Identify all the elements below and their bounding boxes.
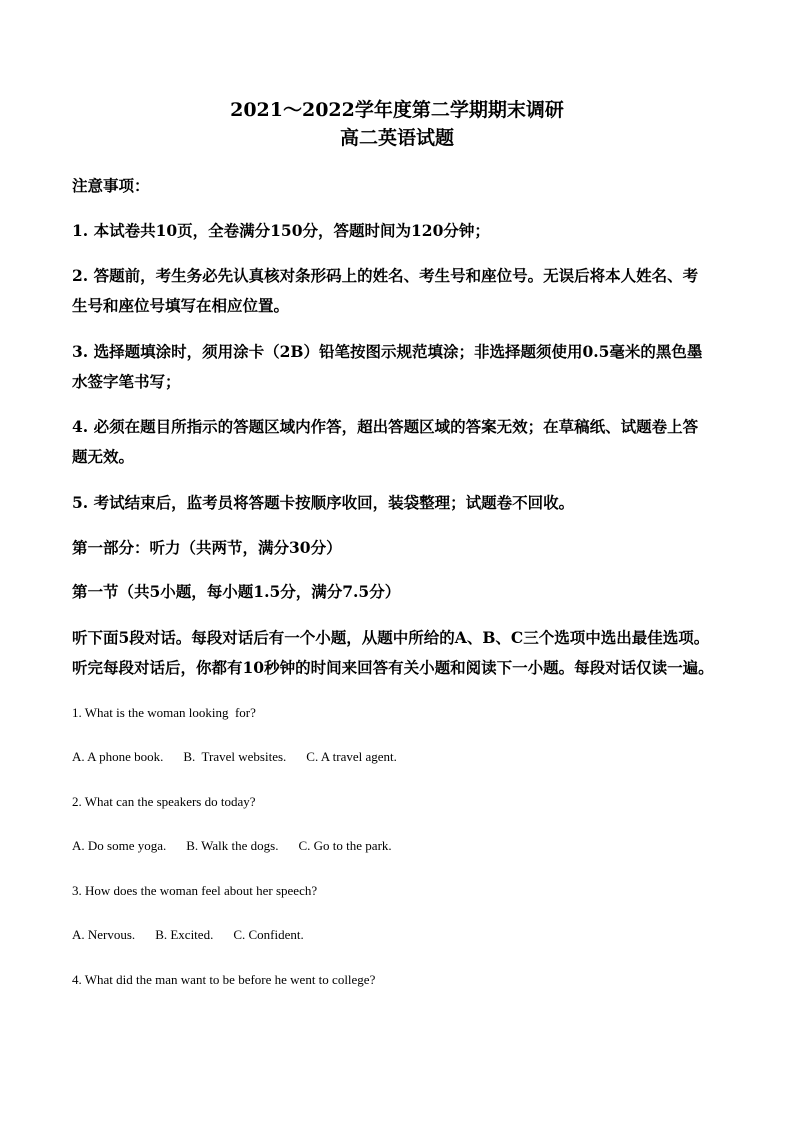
question-2-stem: 2. What can the speakers do today? [72,794,256,809]
note-item-3-line-2: 水签字笔书写； [72,372,181,391]
note-item-2-line-1: 2. 答题前，考生务必先认真核对条形码上的姓名、考生号和座位号。无误后将本人姓名、考 [72,266,699,285]
note-item-4-line-2: 题无效。 [72,447,135,466]
section-1-heading: 第一节（共5小题，每小题1.5分，满分7.5分） [72,582,401,601]
option-c: C. Go to the park. [298,838,392,853]
option-c: C. Confident. [233,927,304,942]
note-item-1: 1. 本试卷共10页，全卷满分150分，答题时间为120分钟； [72,221,490,240]
question-3-options [72,926,724,944]
listening-instruction-line-1: 听下面5段对话。每段对话后有一个小题，从题中所给的A、B、C三个选项中选出最佳选项。 [72,628,710,647]
option-c: C. A travel agent. [306,749,397,764]
note-item-5: 5. 考试结束后，监考员将答题卡按顺序收回，装袋整理；试题卷不回收。 [72,493,575,512]
note-item-4-line-1: 4. 必须在题目所指示的答题区域内作答，超出答题区域的答案无效；在草稿纸、试题卷上答 [72,417,699,436]
question-2-options [72,837,724,855]
notes-heading: 注意事项： [72,176,150,195]
option-b: B. Excited. [155,927,214,942]
question-4-stem: 4. What did the man want to be before he went to college? [72,972,376,987]
option-b: B. Travel websites. [183,749,287,764]
note-item-3-line-1: 3. 选择题填涂时，须用涂卡（2B）铅笔按图示规范填涂；非选择题须使用0.5毫米的黑色墨 [72,342,703,361]
question-3-stem: 3. How does the woman feel about her speech? [72,883,318,898]
option-b: B. Walk the dogs. [186,838,279,853]
question-1-options [72,748,724,766]
listening-instruction-line-2: 听完每段对话后，你都有10秒钟的时间来回答有关小题和阅读下一小题。每段对话仅读一遍。 [72,658,714,677]
question-1-stem: 1. What is the woman looking for? [72,705,256,720]
part-1-heading: 第一部分：听力（共两节，满分30分） [72,538,342,557]
option-a: A. Nervous. [72,927,136,942]
note-item-2-line-2: 生号和座位号填写在相应位置。 [72,296,290,315]
option-a: A. Do some yoga. [72,838,167,853]
exam-subtitle: 高二英语试题 [339,127,454,149]
exam-title: 2021～2022学年度第二学期期末调研 [230,99,564,121]
option-a: A. A phone book. [72,749,164,764]
